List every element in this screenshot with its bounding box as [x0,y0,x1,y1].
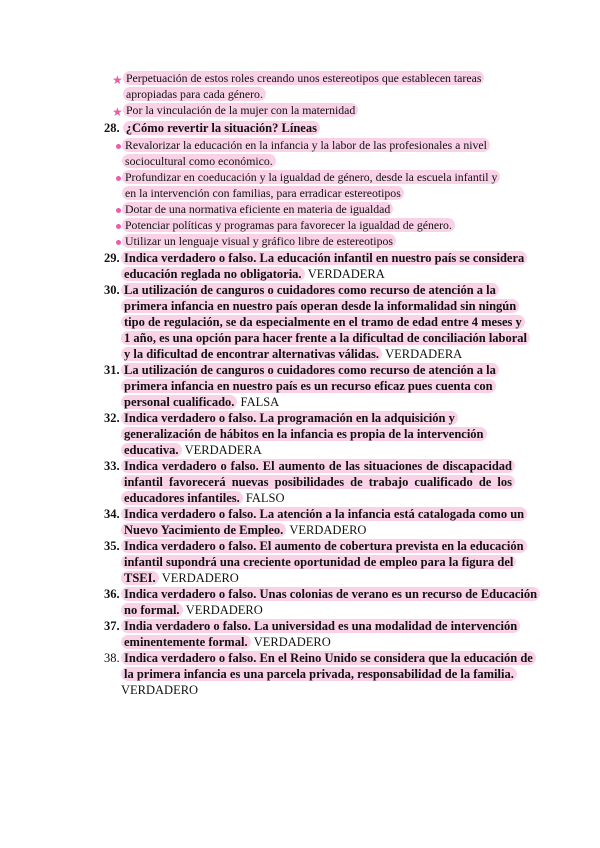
answer: VERDADERO [185,603,263,617]
question-number: 36. [104,587,120,601]
question-line: primera infancia en nuestro país operan desde la informalidad sin ningún [121,298,519,314]
star-icon: ★ [112,105,123,119]
question-line: Indica verdadero o falso. La atención a la infancia está catalogada como un [121,506,515,522]
bullet-line: Profundizar en coeducación y la igualdad de género, desde la escuela infantil y [122,169,500,185]
bullet-icon [116,144,121,149]
question-number: 30. [104,283,120,297]
question-line: eminentemente formal. VERDADERO [121,634,331,650]
answer: VERDADERA [385,347,463,361]
question-line: infantil supondrá una creciente oportunidad de empleo para la figura del [121,554,515,570]
answer: VERDADERO [253,635,331,649]
question-number: 33. [104,459,120,473]
question-text: ¿Cómo revertir la situación? Líneas [123,121,320,135]
question-line: Indica verdadero o falso. El aumento de cobertura prevista en la educación [121,538,515,554]
question-line: La utilización de canguros o cuidadores como recurso de atención a la [121,282,499,298]
answer: VERDADERO [121,683,199,697]
answer: VERDADERO [161,571,239,585]
question-28 [104,120,320,136]
question-line: primera infancia en nuestro país es un recurso eficaz pues cuenta con [121,378,496,394]
bullet-line: en la intervención con familias, para erradicar estereotipos [122,185,404,201]
question-line: India verdadero o falso. La universidad es una modalidad de intervención [121,618,515,634]
question-number: 34. [104,507,120,521]
answer: FALSO [245,491,285,505]
question-line: la primera infancia es una parcela privada, responsabilidad de la familia. [121,666,515,682]
list-item-line: apropiadas para cada género. [123,86,266,102]
question-number: 29. [104,251,120,265]
bullet-icon [116,240,121,245]
bullet-icon [116,176,121,181]
bullet-line: Dotar de una normativa eficiente en materia de igualdad [122,201,393,217]
list-item-line: Perpetuación de estos roles creando unos estereotipos que establecen tareas [123,70,484,86]
question-number: 38. [104,651,120,665]
question-number: 35. [104,539,120,553]
list-item-line: Por la vinculación de la mujer con la maternidad [123,102,358,118]
question-line: generalización de hábitos en la infancia es propia de la intervención [121,426,487,442]
answer: VERDADERA [184,443,262,457]
question-line: La utilización de canguros o cuidadores como recurso de atención a la [121,362,499,378]
answer: VERDADERA [307,267,385,281]
question-line: 1 año, es una opción para hacer frente a la dificultad de conciliación laboral [121,330,530,346]
question-number: 32. [104,411,120,425]
question-line: y la dificultad de encontrar alternativas válidas. VERDADERA [121,346,462,362]
bullet-icon [116,224,121,229]
question-line: educadores infantiles. FALSO [121,490,285,506]
question-line: Indica verdadero o falso. La educación infantil en nuestro país se considera [121,250,527,266]
answer: VERDADERO [289,523,367,537]
bullet-line: Revalorizar la educación en la infancia y la labor de las profesionales a nivel [122,137,490,153]
question-line: no formal. VERDADERO [121,602,263,618]
question-line: Indica verdadero o falso. Unas colonias de verano es un recurso de Educación [121,586,515,602]
question-line: Indica verdadero o falso. La programación en la adquisición y [121,410,458,426]
question-line: Nuevo Yacimiento de Empleo. VERDADERO [121,522,366,538]
answer: FALSA [240,395,280,409]
question-line: tipo de regulación, se da especialmente en el tramo de edad entre 4 meses y [121,314,525,330]
star-icon: ★ [112,73,123,87]
question-number: 37. [104,619,120,633]
question-number: 28. [104,121,120,135]
question-line: TSEI. VERDADERO [121,570,239,586]
question-number: 31. [104,363,120,377]
question-line: infantil favorecerá nuevas posibilidades de trabajo cualificado de los [121,474,515,490]
bullet-line: sociocultural como económico. [122,153,276,169]
question-line: educativa. VERDADERA [121,442,262,458]
bullet-icon [116,208,121,213]
question-line: personal cualificado. FALSA [121,394,279,410]
question-line: Indica verdadero o falso. El aumento de las situaciones de discapacidad [121,458,515,474]
question-line: educación reglada no obligatoria. VERDADERA [121,266,385,282]
question-line: Indica verdadero o falso. En el Reino Unido se considera que la educación de [121,650,515,666]
bullet-line: Utilizar un lenguaje visual y gráfico libre de estereotipos [122,233,396,249]
bullet-line: Potenciar políticas y programas para favorecer la igualdad de género. [122,217,455,233]
